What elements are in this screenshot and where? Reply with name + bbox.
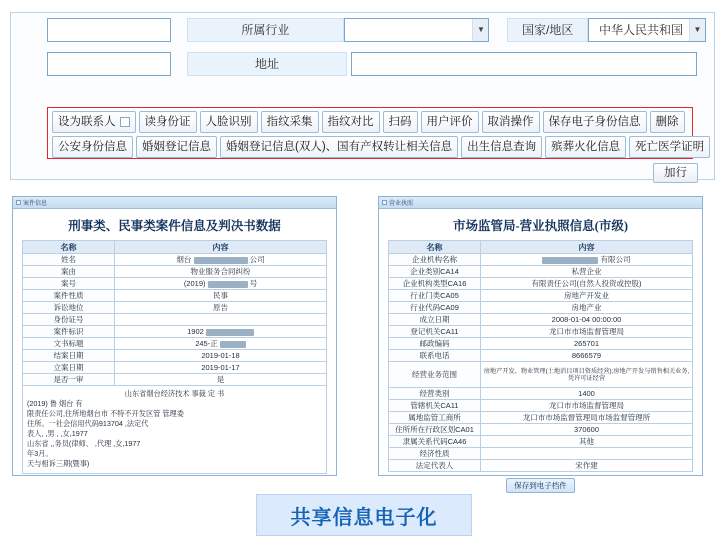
row-value: 2019-01-18 — [115, 350, 327, 362]
table-row — [23, 326, 327, 338]
table-header-row — [389, 241, 693, 254]
fingerprint-compare-button[interactable]: 指纹对比 — [322, 111, 380, 133]
face-recognition-button[interactable]: 人脸识别 — [200, 111, 258, 133]
row-key: 姓名 — [23, 254, 115, 266]
row-value-text: 有限公司 — [600, 255, 631, 264]
row-value — [115, 254, 327, 266]
action-button-group — [47, 107, 705, 159]
form-panel — [10, 12, 715, 180]
select-country-value: 中华人民共和国 — [598, 23, 683, 37]
row-value — [115, 314, 327, 326]
row-value — [115, 338, 327, 350]
verdict-line: 山东省 ,,务员(律师、 ,代理 ,女,1977 — [27, 439, 141, 448]
delete-button[interactable]: 删除 — [650, 111, 685, 133]
business-license-title: 市场监管局-营业执照信息(市级) — [453, 219, 628, 233]
row-key: 案件标识 — [23, 326, 115, 338]
label-country: 国家/地区 — [507, 18, 587, 42]
row-value: 是 — [115, 374, 327, 386]
table-row — [389, 338, 693, 350]
row-key: 法定代表人 — [389, 460, 481, 472]
save-to-efile-button[interactable]: 保存到电子档件 — [506, 478, 575, 493]
verdict-document-text — [22, 386, 327, 474]
row-value — [115, 278, 327, 290]
window-icon — [16, 200, 21, 205]
table-row — [389, 278, 693, 290]
case-info-titlebar — [13, 197, 336, 209]
case-info-window — [12, 196, 337, 476]
col-content: 内容 — [481, 241, 693, 254]
row-key: 经营业务范围 — [389, 362, 481, 388]
row-value: 房地产开发业 — [481, 290, 693, 302]
verdict-line: (2019) 鲁 烟台 有 — [27, 399, 83, 408]
row-value-suffix: 公司 — [249, 255, 265, 264]
row-key: 隶属关系代码CA46 — [389, 436, 481, 448]
death-certificate-button[interactable]: 死亡医学证明 — [629, 136, 710, 158]
table-row — [389, 290, 693, 302]
verdict-line: 年3月。 — [27, 449, 53, 458]
row-value-suffix: 号 — [249, 279, 258, 288]
row-key: 案由 — [23, 266, 115, 278]
row-value-text: 245-正 — [195, 339, 218, 348]
action-button-row-2 — [52, 136, 705, 158]
redacted-text — [542, 257, 598, 264]
table-row — [23, 278, 327, 290]
row-key: 管辖机关CA11 — [389, 400, 481, 412]
row-key: 案号 — [23, 278, 115, 290]
set-contact-button[interactable] — [52, 111, 136, 133]
case-info-window-label: 案件信息 — [23, 201, 48, 207]
row-value: 2008-01-04 00:00:00 — [481, 314, 693, 326]
row-key: 结案日期 — [23, 350, 115, 362]
label-address: 地址 — [187, 52, 347, 76]
form-row-1 — [11, 13, 714, 47]
table-row — [389, 400, 693, 412]
row-value: 宋作建 — [481, 460, 693, 472]
row-key: 文书标题 — [23, 338, 115, 350]
save-eid-info-button[interactable]: 保存电子身份信息 — [543, 111, 647, 133]
submit-button[interactable]: 加行 — [653, 163, 698, 183]
verdict-line: 天与相诉三期(暨事) — [27, 459, 90, 468]
table-row — [389, 436, 693, 448]
table-row — [389, 326, 693, 338]
action-button-row-1 — [52, 111, 688, 133]
verdict-line: 住所。一社会信用代码913704 ,法定代 — [27, 419, 149, 428]
row-key: 登记机关CA11 — [389, 326, 481, 338]
row-key: 案件性质 — [23, 290, 115, 302]
row-key: 身份证号 — [23, 314, 115, 326]
table-row — [389, 388, 693, 400]
save-button-wrap — [379, 475, 702, 493]
submit-row — [653, 163, 698, 183]
field-name-input[interactable] — [47, 18, 171, 42]
col-name: 名称 — [389, 241, 481, 254]
verdict-line: 表人, ,男 , ,女,1977 — [27, 429, 88, 438]
checkbox-icon[interactable] — [120, 117, 130, 127]
redacted-text — [208, 281, 248, 288]
row-key: 诉讼地位 — [23, 302, 115, 314]
row-value: 2019-01-17 — [115, 362, 327, 374]
table-row — [389, 266, 693, 278]
scan-code-button[interactable]: 扫码 — [383, 111, 418, 133]
row-value: 龙口市市场监督管理局 — [481, 326, 693, 338]
marriage-registration-dual-button[interactable]: 婚姻登记信息(双人)、国有产权转让相关信息 — [220, 136, 458, 158]
row-key: 属地监管工商所 — [389, 412, 481, 424]
row-value-text: 烟台 — [176, 255, 192, 264]
row-value: 龙口市市场监督管理局 — [481, 400, 693, 412]
business-license-titlebar — [379, 197, 702, 209]
redacted-text — [206, 329, 254, 336]
business-license-window — [378, 196, 703, 490]
table-header-row — [23, 241, 327, 254]
table-row — [23, 290, 327, 302]
table-row — [389, 460, 693, 472]
marriage-registration-button[interactable]: 婚姻登记信息 — [136, 136, 217, 158]
window-icon — [382, 200, 387, 205]
row-key: 行业代码CA09 — [389, 302, 481, 314]
row-value: 私营企业 — [481, 266, 693, 278]
row-value: 原告 — [115, 302, 327, 314]
row-value: 物业服务合同纠纷 — [115, 266, 327, 278]
chevron-down-icon[interactable]: ▼ — [472, 19, 488, 41]
table-row — [23, 374, 327, 386]
row-value-text: 1902 — [187, 327, 204, 336]
row-value: 房地产业 — [481, 302, 693, 314]
table-row — [23, 266, 327, 278]
table-row — [389, 254, 693, 266]
table-row — [389, 412, 693, 424]
footer-banner — [256, 494, 472, 536]
business-license-window-label: 营业执照 — [389, 201, 414, 207]
table-row — [23, 362, 327, 374]
form-row-2 — [11, 47, 714, 81]
user-rating-button[interactable]: 用户评价 — [421, 111, 479, 133]
set-contact-label: 设为联系人 — [58, 116, 116, 128]
chevron-down-icon[interactable]: ▼ — [689, 19, 705, 41]
table-row — [23, 314, 327, 326]
table-row — [23, 350, 327, 362]
row-value — [481, 448, 693, 460]
redacted-text — [194, 257, 248, 264]
table-row — [23, 338, 327, 350]
row-key: 邮政编码 — [389, 338, 481, 350]
row-key: 企业机构类型CA16 — [389, 278, 481, 290]
row-key: 是否一审 — [23, 374, 115, 386]
table-row — [389, 424, 693, 436]
row-key: 经济性质 — [389, 448, 481, 460]
table-row — [389, 448, 693, 460]
row-value — [115, 326, 327, 338]
redacted-text — [220, 341, 246, 348]
row-value: 民事 — [115, 290, 327, 302]
row-value — [481, 254, 693, 266]
address-input[interactable] — [351, 52, 697, 76]
table-row — [389, 362, 693, 388]
row-value: 370600 — [481, 424, 693, 436]
row-key: 联系电话 — [389, 350, 481, 362]
police-identity-info-button[interactable]: 公安身份信息 — [52, 136, 133, 158]
table-row — [23, 254, 327, 266]
row-key: 立案日期 — [23, 362, 115, 374]
row-value: 其他 — [481, 436, 693, 448]
case-info-table — [22, 240, 327, 386]
case-info-title: 刑事类、民事类案件信息及判决书数据 — [68, 219, 281, 233]
row-value: 8666579 — [481, 350, 693, 362]
row-key: 成立日期 — [389, 314, 481, 326]
row-key: 经营类别 — [389, 388, 481, 400]
select-industry[interactable] — [344, 18, 490, 42]
field-secondary-input[interactable] — [47, 52, 171, 76]
read-id-card-button[interactable]: 读身份证 — [139, 111, 197, 133]
verdict-line: 限责任公司,住所地烟台市 不特不开发区管 管理委 — [27, 409, 184, 418]
row-key: 企业类别CA14 — [389, 266, 481, 278]
verdict-line: 山东省烟台经济技术 事裁 定 书 — [124, 389, 225, 398]
business-license-table — [388, 240, 693, 472]
footer-banner-text: 共享信息电子化 — [290, 506, 438, 529]
row-key: 住所所在行政区划CA01 — [389, 424, 481, 436]
row-value-text: (2019) — [183, 279, 206, 288]
select-country[interactable] — [588, 18, 706, 42]
table-row — [389, 302, 693, 314]
table-row — [389, 314, 693, 326]
fingerprint-capture-button[interactable]: 指纹采集 — [261, 111, 319, 133]
birth-info-query-button[interactable]: 出生信息查询 — [461, 136, 542, 158]
col-name: 名称 — [23, 241, 115, 254]
cancel-operation-button[interactable]: 取消操作 — [482, 111, 540, 133]
cremation-info-button[interactable]: 殡葬火化信息 — [545, 136, 626, 158]
row-key: 企业机构名称 — [389, 254, 481, 266]
row-value: 265701 — [481, 338, 693, 350]
row-value: 有限责任公司(自然人投资或控股) — [481, 278, 693, 290]
table-row — [389, 350, 693, 362]
label-industry: 所属行业 — [187, 18, 344, 42]
col-content: 内容 — [115, 241, 327, 254]
row-value: 1400 — [481, 388, 693, 400]
table-row — [23, 302, 327, 314]
row-key: 行业门类CA05 — [389, 290, 481, 302]
row-value: 房地产开发、物业管理(土地消目项目资质经营);房地产开发与销售相关业务,凭许可证经营 — [481, 362, 693, 388]
row-value: 龙口市市场监督管理局市场监督管理所 — [481, 412, 693, 424]
